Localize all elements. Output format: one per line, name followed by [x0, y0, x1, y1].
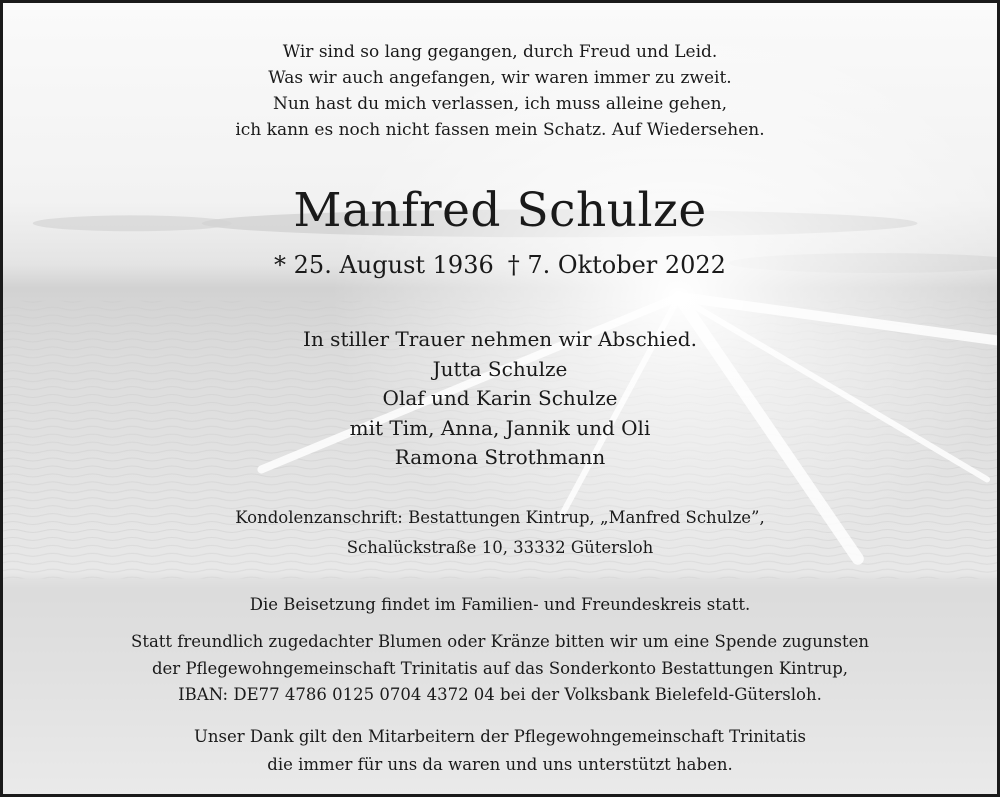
- life-dates: [3, 249, 997, 281]
- condolence-address: [3, 503, 997, 563]
- poem-line: Was wir auch angefangen, wir waren immer zu zweit.: [268, 68, 732, 88]
- thanks-note: [3, 723, 997, 779]
- deceased-name: Manfred Schulze: [293, 183, 707, 238]
- donation-line: der Pflegewohngemeinschaft Trinitatis auf das Sonderkonto Bestattungen Kintrup,: [151, 658, 849, 678]
- mourner-name: Jutta Schulze: [432, 356, 568, 381]
- poem-line: ich kann es noch nicht fassen mein Schatz. Auf Wiedersehen.: [235, 120, 765, 140]
- thanks-line: die immer für uns da waren und uns unterstützt haben.: [267, 755, 733, 774]
- poem-line: Wir sind so lang gegangen, durch Freud und Leid.: [282, 42, 718, 62]
- thanks-line: Unser Dank gilt den Mitarbeitern der Pflegewohngemeinschaft Trinitatis: [194, 727, 806, 746]
- death-date: † 7. Oktober 2022: [507, 251, 726, 279]
- address-line: Schalückstraße 10, 33332 Gütersloh: [346, 538, 654, 557]
- address-line: Kondolenzanschrift: Bestattungen Kintrup, „Manfred Schulze”,: [235, 508, 765, 527]
- farewell-statement: In stiller Trauer nehmen wir Abschied.: [303, 327, 697, 351]
- birth-date: * 25. August 1936: [274, 251, 494, 279]
- mourners-list: [3, 325, 997, 473]
- burial-note: Die Beisetzung findet im Familien- und Freundeskreis statt.: [249, 595, 751, 614]
- donation-line: IBAN: DE77 4786 0125 0704 4372 04 bei der Volksbank Bielefeld-Gütersloh.: [178, 685, 822, 704]
- mourner-name: Ramona Strothmann: [394, 445, 606, 469]
- donation-note: [3, 629, 997, 709]
- poem: [3, 39, 997, 143]
- mourner-name: mit Tim, Anna, Jannik und Oli: [349, 415, 651, 440]
- mourner-name: Olaf und Karin Schulze: [382, 386, 618, 410]
- donation-line: Statt freundlich zugedachter Blumen oder Kränze bitten wir um eine Spende zugunsten: [131, 632, 869, 651]
- poem-line: Nun hast du mich verlassen, ich muss alleine gehen,: [273, 94, 727, 114]
